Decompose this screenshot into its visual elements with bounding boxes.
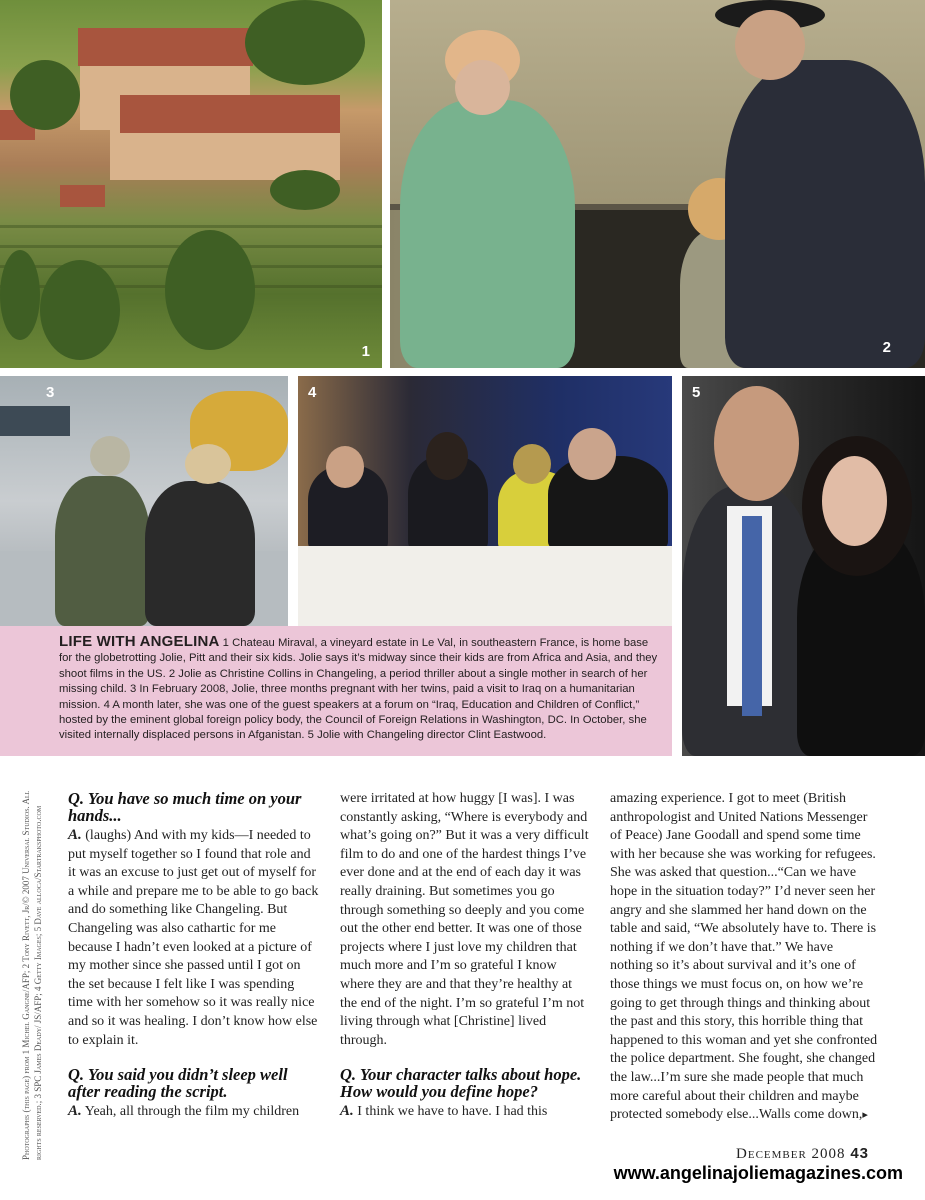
answer-text: (laughs) And with my kids—I needed to put myself together so I found that role and it was an excuse to just get out of myself for a while and prepare me to be able to go back and do something like Changeling. But Changeling was also cathartic for me because I hadn’t even looked at a picture of my mother since she passed until I got on the set because I felt like I was spending time with her somehow so it was really nice and so it was healing. I don’t know how else to explain it. [68, 828, 319, 1048]
eastwood-face [714, 386, 799, 501]
answer-label: A. [68, 1103, 82, 1120]
man-pinstripe-suit [725, 60, 925, 368]
jolie-figure [145, 481, 255, 626]
woman-green-coat [400, 100, 575, 368]
blue-tie [742, 516, 762, 716]
building-roof [120, 95, 340, 133]
website-watermark: www.angelinajoliemagazines.com [613, 1163, 903, 1183]
answer-text: I think we have to have. I had this [353, 1104, 548, 1120]
building-roof [78, 28, 253, 66]
panelist-head [568, 428, 616, 480]
panelist-head [513, 444, 551, 484]
answer-paragraph [68, 826, 320, 1050]
woman-face [455, 60, 510, 115]
caption-body: 1 Chateau Miraval, a vineyard estate in Le Val, in southeastern France, is home base for the globetrotting Jolie, Pitt and their six kids. Jolie says it’s midway since their kids are from Africa and Asia, and they shoot films in the US. 2 Jolie as Christine Collins in Changeling, a period thriller about a single mother in search of her missing child. 3 In February 2008, Jolie, three months pregnant with her twins, paid a visit to Iraq on a humanitarian mission. 4 A month later, she was one of the guest speakers at a forum on “Iraq, Education and Children of Conflict,” hosted by the eminent global foreign policy body, the Council of Foreign Relations in Washington, DC. In October, she visited internally displaced persons in Afganistan. 5 Jolie with Changeling director Clint Eastwood. [59, 637, 658, 742]
conference-table [298, 546, 672, 626]
tree [10, 60, 80, 130]
issue-date: December 2008 [736, 1146, 846, 1162]
photo-number: 5 [692, 384, 701, 401]
body-paragraph: were irritated at how huggy [I was]. I was constantly asking, “Where is everybody and what’s going on?” But it was a very difficult film to do and one of the hardest things I’ve ever done and at the end of each day it was really draining. But sometimes you go through something so deeply and you come out the other end better. It was one of those projects where I just love my children that much more and I’m so grateful I know where they are and that they’re healthy at the end of the night. I’m so grateful I’m not living through what [Christine] lived through. [340, 791, 589, 1048]
body-text: amazing experience. I got to meet (British anthropologist and United Nations Messenger of Peace) Jane Goodall and spend some time with her because she was working for refugees. She was asked that question...“Can we have hope in the situation today?” I’d never seen her angry and she slammed her hand down on the table and said, “We absolutely have to. There is nothing if we don’t have that.” We have nothing so it’s about survival and it’s one of those things we must focus on, on how we’re going to get through things and thinking about the past and this story, this horrible thing that happened to this woman and yet she confronted the police department. She fought, she changed the law...I’m sure she made people that much more careful about their children and maybe protected somebody else...Walls come down, [610, 791, 878, 1123]
tree [0, 250, 40, 340]
photo-number: 2 [882, 339, 891, 356]
page-footer [736, 1145, 869, 1163]
panelist-head [326, 446, 364, 488]
photo-changeling-still [390, 0, 925, 368]
answer-paragraph [340, 1102, 592, 1122]
article-column-1 [68, 790, 320, 1122]
answer-label: A. [68, 827, 82, 843]
aircraft [0, 406, 70, 436]
body-paragraph [610, 790, 878, 1125]
tree [165, 230, 255, 350]
man-face [735, 10, 805, 80]
soldier-helmet [90, 436, 130, 476]
tree [40, 260, 120, 360]
soldier-figure [55, 476, 150, 626]
tree [270, 170, 340, 210]
article-column-2 [340, 790, 592, 1122]
page-number: 43 [850, 1145, 869, 1162]
jolie-face [822, 456, 887, 546]
vineyard-row [0, 225, 382, 228]
answer-label: A. [340, 1103, 354, 1120]
question-heading: Q. You said you didn’t sleep well after reading the script. [68, 1065, 288, 1102]
question-heading: Q. You have so much time on your hands... [68, 789, 302, 825]
article-column-3 [610, 790, 878, 1125]
caption-title: LIFE WITH ANGELINA [59, 633, 220, 650]
answer-paragraph [68, 1102, 320, 1122]
photo-iraq-visit [0, 376, 288, 626]
photo-chateau-miraval [0, 0, 382, 368]
tree [245, 0, 365, 85]
jolie-head [426, 432, 468, 480]
continue-arrow-icon: ▸ [862, 1109, 868, 1122]
photo-credits: Photographs (this page) from 1 Michel Gangne/AFP; 2 Tony Rivett, Jr/© 2007 Universal Studios. All rights reserved.; 3 SPC James Deady/ JS/AFP; 4 Getty Images; 5 Dave alloca/Startraksphoto.com [21, 790, 43, 1160]
photo-council-forum [298, 376, 672, 626]
answer-text: Yeah, all through the film my children [81, 1104, 300, 1120]
photo-jolie-eastwood [682, 376, 925, 756]
photo-number: 1 [361, 343, 370, 360]
photo-caption [0, 626, 672, 756]
photo-number: 3 [46, 384, 55, 401]
photo-number: 4 [308, 384, 317, 401]
jolie-helmet [185, 444, 231, 484]
question-heading: Q. Your character talks about hope. How would you define hope? [340, 1065, 582, 1102]
building-roof [60, 185, 105, 207]
